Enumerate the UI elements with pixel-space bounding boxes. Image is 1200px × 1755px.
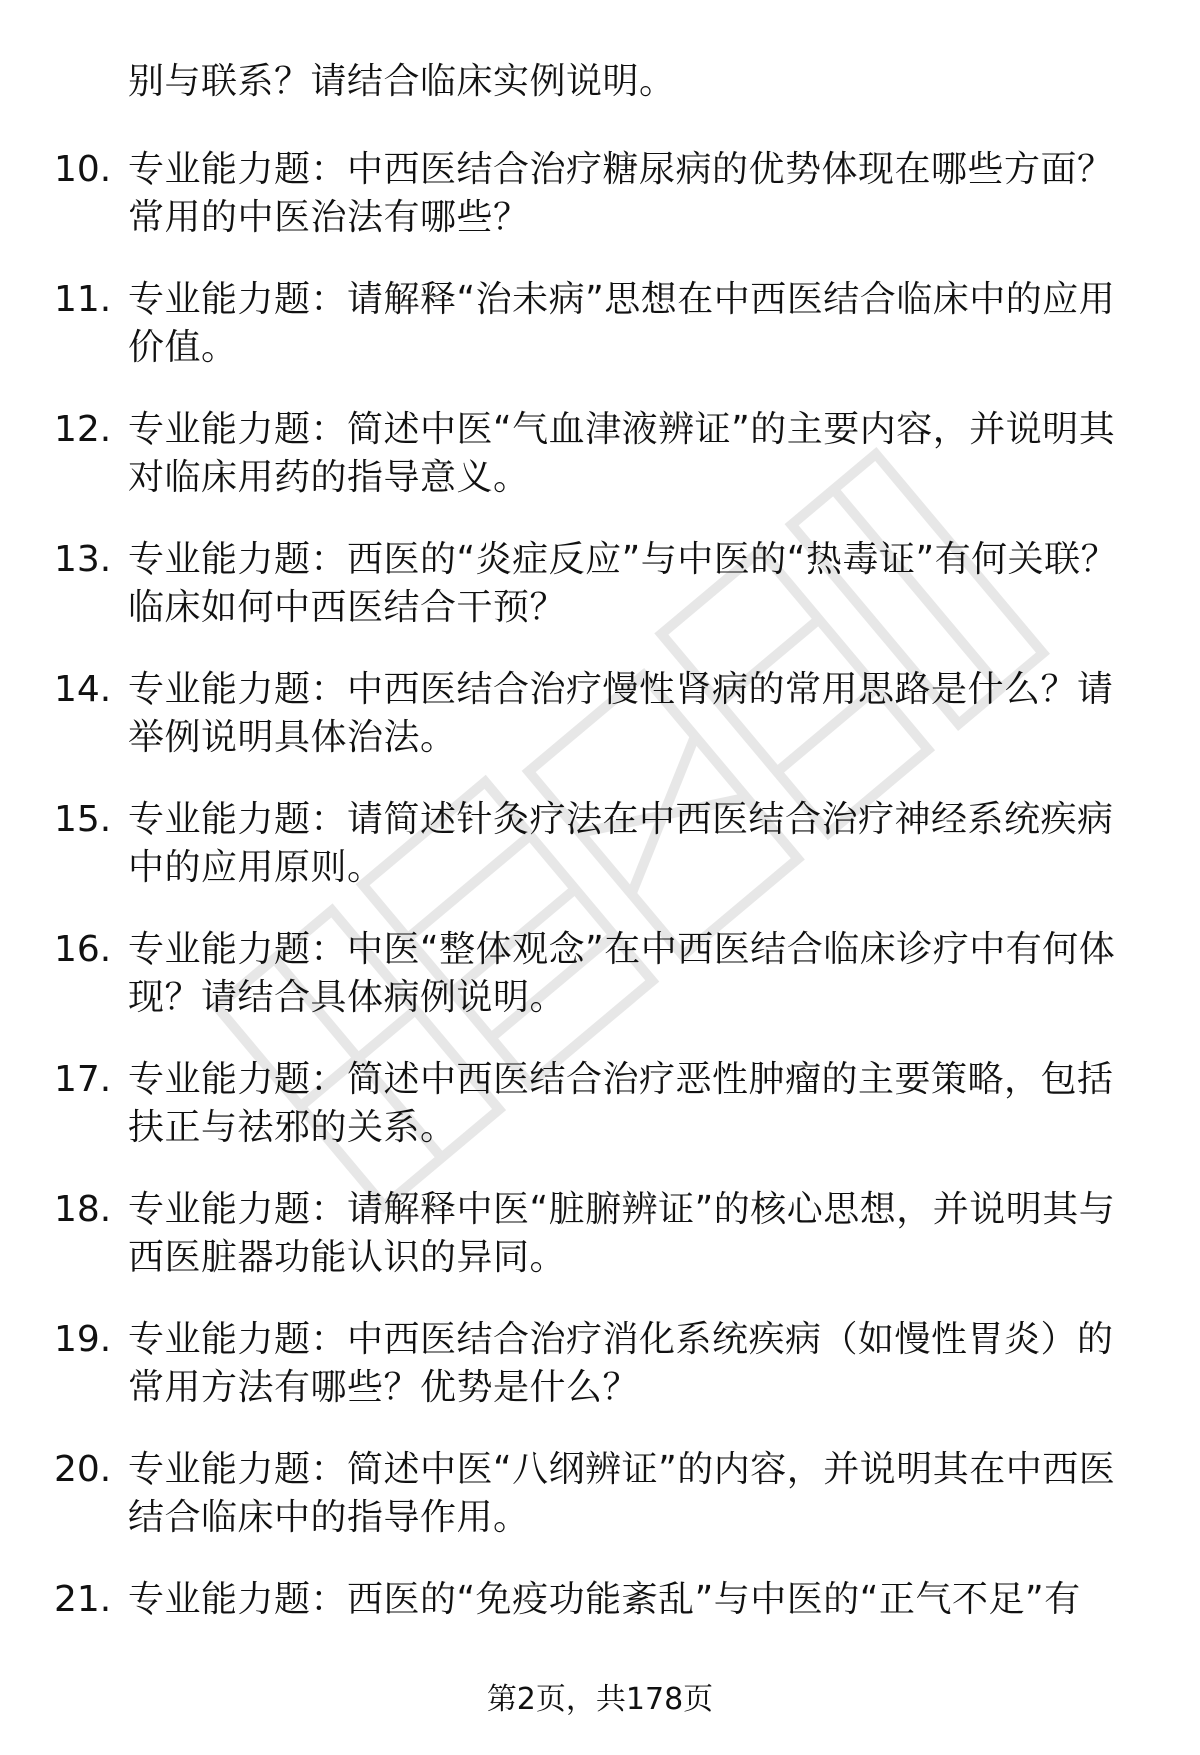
list-item xyxy=(0,276,1200,406)
list-item xyxy=(0,1056,1200,1186)
question-text: 专业能力题：中西医结合治疗消化系统疾病（如慢性胃炎）的常用方法有哪些？优势是什么？ xyxy=(128,1319,1114,1408)
question-number: 12. xyxy=(54,409,112,450)
question-number: 20. xyxy=(54,1449,112,1490)
question-number: 10. xyxy=(54,149,112,190)
question-number: 19. xyxy=(54,1319,112,1360)
list-item xyxy=(0,146,1200,276)
question-text: 专业能力题：请简述针灸疗法在中西医结合治疗神经系统疾病中的应用原则。 xyxy=(128,799,1114,888)
list-item xyxy=(0,1446,1200,1576)
question-number: 13. xyxy=(54,539,112,580)
list-item xyxy=(0,406,1200,536)
question-list xyxy=(0,146,1200,1706)
question-number: 21. xyxy=(54,1579,112,1620)
question-number: 15. xyxy=(54,799,112,840)
continuation-text: 别与联系？请结合临床实例说明。 xyxy=(128,61,676,102)
question-number: 18. xyxy=(54,1189,112,1230)
question-number: 11. xyxy=(54,279,112,320)
page-footer: 第2页，共178页 xyxy=(486,1682,714,1717)
question-text: 专业能力题：简述中西医结合治疗恶性肿瘤的主要策略，包括扶正与祛邪的关系。 xyxy=(128,1059,1114,1148)
list-item xyxy=(0,1316,1200,1446)
question-text: 专业能力题：西医的“免疫功能紊乱”与中医的“正气不足”有 xyxy=(128,1579,1081,1620)
question-text: 专业能力题：中医“整体观念”在中西医结合临床诊疗中有何体现？请结合具体病例说明。 xyxy=(128,929,1116,1018)
question-text: 专业能力题：简述中医“八纲辨证”的内容，并说明其在中西医结合临床中的指导作用。 xyxy=(128,1449,1116,1538)
question-text: 专业能力题：中西医结合治疗慢性肾病的常用思路是什么？请举例说明具体治法。 xyxy=(128,669,1114,758)
list-item xyxy=(0,926,1200,1056)
question-text: 专业能力题：简述中医“气血津液辨证”的主要内容，并说明其对临床用药的指导意义。 xyxy=(128,409,1116,498)
question-text: 专业能力题：请解释“治未病”思想在中西医结合临床中的应用价值。 xyxy=(128,279,1116,368)
list-item xyxy=(0,1186,1200,1316)
question-text: 专业能力题：西医的“炎症反应”与中医的“热毒证”有何关联？临床如何中西医结合干预？ xyxy=(128,539,1118,628)
list-item xyxy=(0,796,1200,926)
question-number: 17. xyxy=(54,1059,112,1100)
question-text: 专业能力题：中西医结合治疗糖尿病的优势体现在哪些方面？常用的中医治法有哪些？ xyxy=(128,149,1114,238)
list-item xyxy=(0,536,1200,666)
list-item xyxy=(0,666,1200,796)
question-text: 专业能力题：请解释中医“脏腑辨证”的核心思想，并说明其与西医脏器功能认识的异同。 xyxy=(128,1189,1116,1278)
question-number: 14. xyxy=(54,669,112,710)
question-number: 16. xyxy=(54,929,112,970)
